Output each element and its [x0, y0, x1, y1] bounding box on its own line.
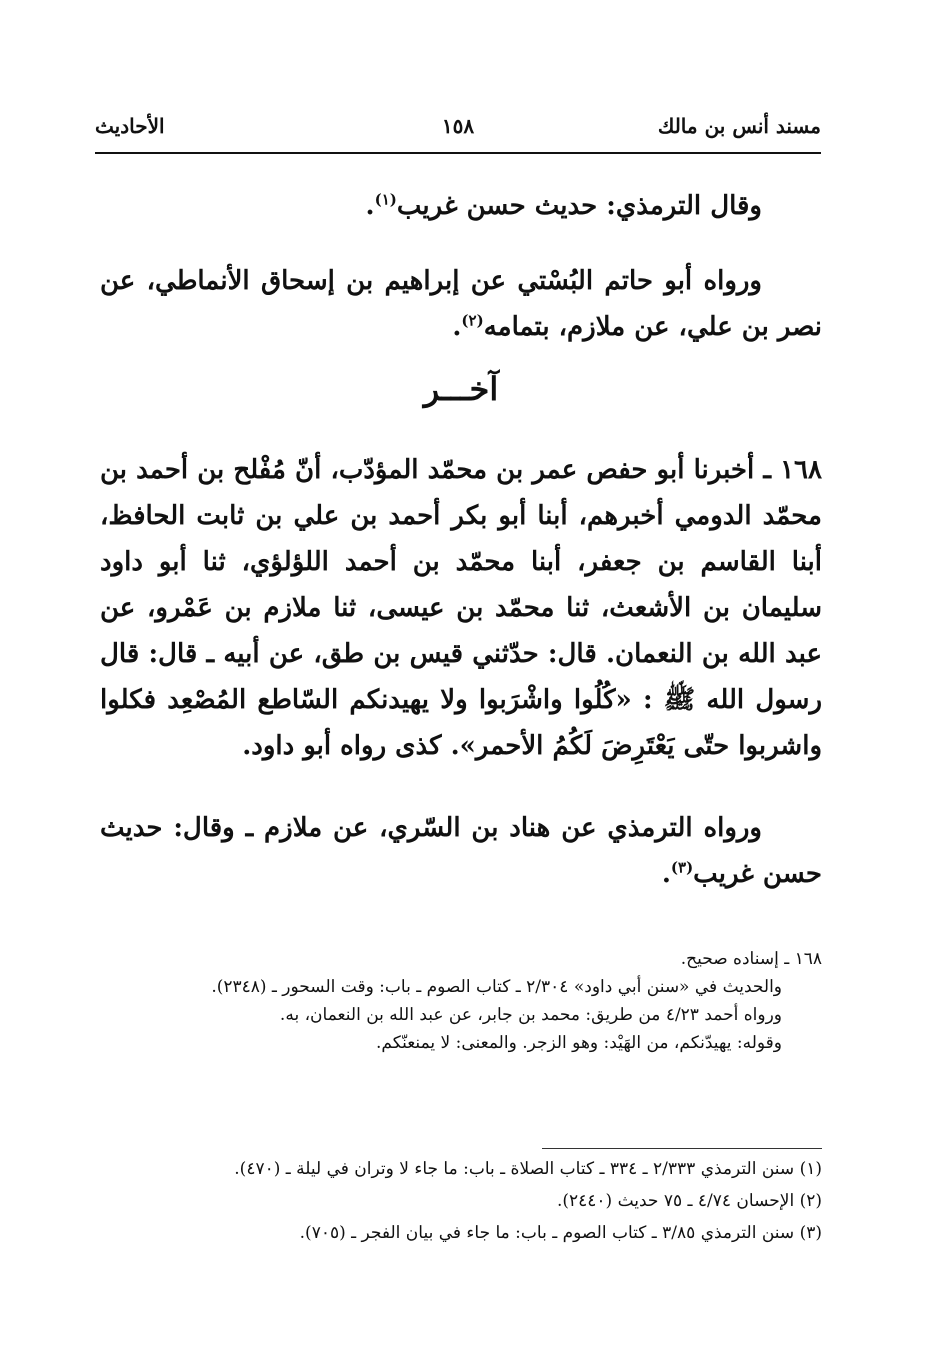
footnote-ref: (١): [374, 190, 397, 209]
paragraph-abu-hatim: [100, 258, 822, 350]
footnote-divider: [542, 1148, 822, 1149]
paragraph-tirmidhi-narration: [100, 805, 822, 897]
paragraph-text: وقال الترمذي: حديث حسن غريب: [396, 191, 762, 221]
paragraph-end: .: [452, 312, 462, 342]
footnotes: [100, 1155, 822, 1247]
section-heading: آخـــر: [423, 370, 499, 408]
paragraph-end: .: [365, 191, 375, 221]
page-number: ١٥٨: [441, 114, 475, 138]
commentary-line: ورواه أحمد ٤/٢٣ من طريق: محمد بن جابر، عن عبد الله بن النعمان، به.: [279, 1005, 782, 1025]
hadith-168: [100, 447, 822, 769]
footnote-1: (١) سنن الترمذي ٢/٣٣٣ ـ ٣٣٤ ـ كتاب الصلاة ـ باب: ما جاء لا وتران في ليلة ـ (٤٧٠).: [234, 1159, 822, 1179]
footnote-3: (٣) سنن الترمذي ٣/٨٥ ـ كتاب الصوم ـ باب: ما جاء في بيان الفجر ـ (٧٠٥).: [299, 1223, 822, 1243]
footnote-2: (٢) الإحسان ٤/٧٤ ـ ٧٥ حديث (٢٤٤٠).: [556, 1191, 822, 1211]
paragraph-text: ورواه الترمذي عن هناد بن السّري، عن ملازم ـ وقال: حديث حسن غريب: [100, 813, 822, 889]
header-section-title: الأحاديث: [95, 114, 165, 138]
hadith-commentary: [100, 945, 822, 1057]
running-header: [95, 112, 821, 154]
header-book-title: مسند أنس بن مالك: [657, 114, 821, 138]
footnote-ref: (٢): [461, 311, 484, 330]
commentary-line: والحديث في «سنن أبي داود» ٢/٣٠٤ ـ كتاب الصوم ـ باب: وقت السحور ـ (٢٣٤٨).: [211, 977, 782, 997]
footnote-ref: (٣): [670, 858, 694, 877]
hadith-text: ١٦٨ ـ أخبرنا أبو حفص عمر بن محمّد المؤدّب، أنّ مُفْلح بن أحمد بن محمّد الدومي أخبرهم، أبنا أبو بكر أحمد بن علي بن ثابت الحافظ، أبنا القاسم بن جعفر، أبنا محمّد بن أحمد اللؤلؤي، ثنا أبو داود سليمان بن الأشعث، ثنا محمّد بن عيسى، ثنا ملازم بن عَمْرو، عن عبد الله بن النعمان. قال: حدّثني قيس بن طق، عن أبيه ـ قال: قال رسول الله ﷺ : «كُلُوا واشْرَبوا ولا يهيدنكم السّاطع المُصْعِد فكلوا واشربوا حتّى يَعْتَرِضَ لَكُمُ الأحمر». كذى رواه أبو داود.: [100, 455, 822, 761]
paragraph-tirmidhi-grade: [100, 183, 822, 229]
commentary-line: وقوله: يهيدّنكم، من الهَيْد: وهو الزجر. والمعنى: لا يمنعنّكم.: [376, 1033, 782, 1053]
commentary-line: ١٦٨ ـ إسناده صحيح.: [680, 949, 822, 969]
paragraph-end: .: [661, 859, 671, 889]
paragraph-text: ورواه أبو حاتم البُسْتي عن إبراهيم بن إسحاق الأنماطي، عن نصر بن علي، عن ملازم، بتمامه: [100, 266, 822, 342]
